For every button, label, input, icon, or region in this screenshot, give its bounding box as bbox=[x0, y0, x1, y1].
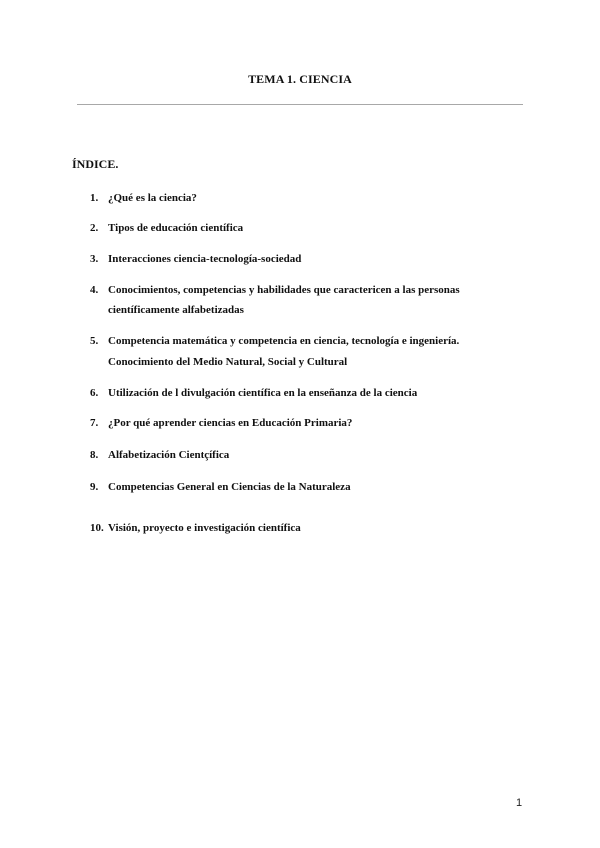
page-number: 1 bbox=[516, 797, 523, 809]
toc-item-number: 1. bbox=[90, 192, 99, 204]
toc-item-number: 5. bbox=[90, 335, 99, 347]
toc-item-text: ¿Por qué aprender ciencias en Educación Primaria? bbox=[108, 417, 353, 429]
toc-item-text: Visión, proyecto e investigación científica bbox=[108, 522, 301, 534]
toc-item-number: 3. bbox=[90, 253, 99, 265]
toc-item-number: 10. bbox=[90, 522, 104, 534]
index-heading: ÍNDICE. bbox=[72, 157, 119, 171]
toc-item-text: Interacciones ciencia-tecnología-sociedad bbox=[108, 253, 302, 265]
toc-item-number: 2. bbox=[90, 222, 99, 234]
toc-item-text-line-1: Competencia matemática y competencia en ciencia, tecnología e ingeniería. bbox=[108, 335, 460, 347]
toc-item-text: ¿Qué es la ciencia? bbox=[108, 192, 197, 204]
toc-item-text-line-2: científicamente alfabetizadas bbox=[108, 304, 244, 316]
toc-item-number: 9. bbox=[90, 481, 99, 493]
toc-item-text: Competencias General en Ciencias de la Naturaleza bbox=[108, 481, 351, 493]
toc-item-text-line-1: Conocimientos, competencias y habilidades que caractericen a las personas bbox=[108, 284, 460, 296]
toc-item-number: 8. bbox=[90, 449, 99, 461]
toc-item-text-line-2: Conocimiento del Medio Natural, Social y Cultural bbox=[108, 356, 348, 368]
toc-item-text: Alfabetización Cientçífica bbox=[108, 449, 230, 461]
document-title: TEMA 1. CIENCIA bbox=[248, 72, 352, 86]
toc-item-text: Utilización de l divulgación científica en la enseñanza de la ciencia bbox=[108, 387, 418, 399]
toc-item-number: 4. bbox=[90, 284, 99, 296]
toc-item-number: 7. bbox=[90, 417, 99, 429]
toc-item-number: 6. bbox=[90, 387, 99, 399]
toc-item-text: Tipos de educación científica bbox=[108, 222, 244, 234]
